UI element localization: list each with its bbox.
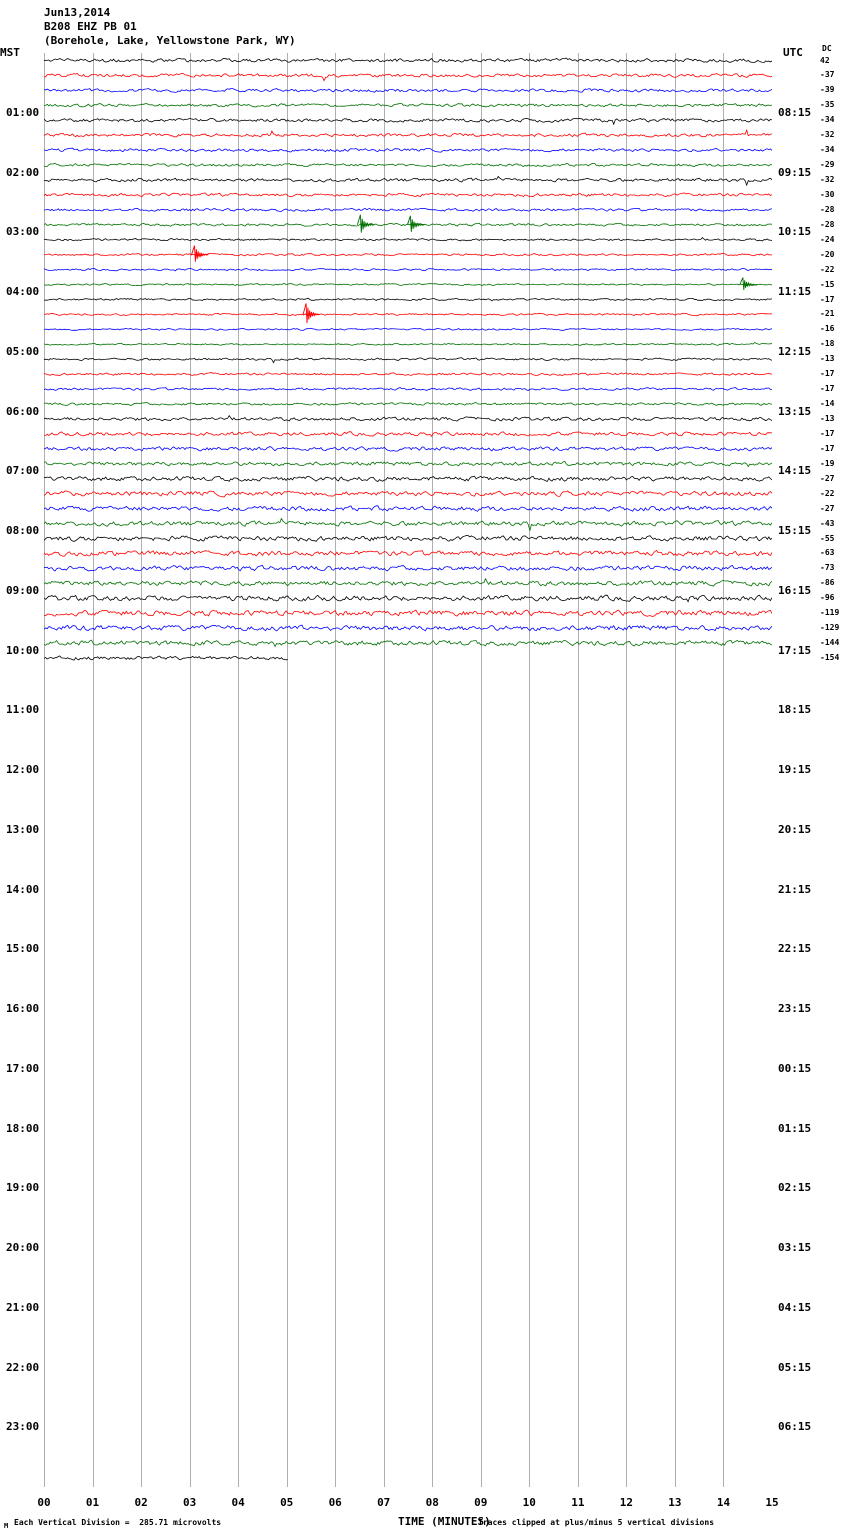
hour-label-left: 02:00 (6, 165, 40, 179)
dc-value: -32 (820, 130, 835, 140)
dc-value: -32 (820, 175, 835, 184)
x-axis-tick: 05 (280, 1496, 294, 1509)
hour-label-left: 09:00 (6, 583, 40, 597)
dc-value: 42 (820, 55, 830, 65)
hour-label-right: 02:15 (778, 1181, 812, 1195)
hour-label-left: 12:00 (6, 763, 40, 776)
seismic-traces (44, 53, 772, 1487)
dc-value: -39 (820, 85, 835, 95)
dc-value: -28 (820, 204, 835, 214)
hour-label-right: 05:15 (778, 1360, 812, 1374)
dc-value: -28 (820, 219, 835, 229)
x-axis-tick: 12 (619, 1496, 634, 1509)
hour-label-left: 07:00 (6, 464, 40, 478)
dc-value: -15 (820, 279, 835, 289)
axis-label-utc: UTC (783, 46, 803, 59)
dc-value: -30 (820, 189, 835, 199)
dc-value: -55 (820, 533, 835, 543)
x-axis-tick: 06 (328, 1496, 342, 1509)
header-date: Jun13,2014 (44, 6, 111, 19)
hour-label-right: 10:15 (778, 225, 812, 239)
dc-value: -20 (820, 249, 835, 259)
hour-label-left: 05:00 (6, 344, 40, 358)
x-axis-tick: 14 (716, 1496, 731, 1509)
hour-label-right: 13:15 (778, 404, 812, 418)
x-axis-tick: 02 (134, 1496, 148, 1509)
hour-label-right: 00:15 (778, 1061, 812, 1075)
footer-micro-symbol: M (4, 1522, 9, 1530)
hour-label-right: 01:15 (778, 1121, 812, 1135)
dc-value: -13 (820, 354, 835, 364)
dc-value: -21 (820, 309, 835, 319)
axis-label-mst: MST (0, 46, 20, 59)
hour-label-right: 09:15 (778, 165, 812, 179)
dc-value: -86 (820, 578, 835, 588)
dc-value: -34 (820, 115, 835, 125)
dc-value: -27 (820, 473, 835, 483)
hour-label-left: 04:00 (6, 285, 40, 298)
hour-label-right: 16:15 (778, 583, 812, 597)
dc-value: -29 (820, 160, 835, 169)
hour-label-right: 15:15 (778, 524, 812, 537)
dc-value: -24 (820, 234, 835, 244)
hour-label-left: 23:00 (6, 1420, 40, 1434)
chart-header (44, 6, 296, 48)
hour-label-right: 17:15 (778, 643, 812, 657)
hour-label-left: 15:00 (6, 942, 40, 956)
hour-label-left: 08:00 (6, 524, 40, 537)
hour-label-right: 20:15 (778, 822, 812, 836)
dc-value: -129 (820, 623, 840, 633)
x-axis-tick: 09 (474, 1496, 488, 1509)
dc-value: -43 (820, 518, 835, 528)
x-axis-tick: 13 (668, 1496, 682, 1509)
hour-label-right: 08:15 (778, 105, 812, 119)
dc-value: -144 (820, 638, 840, 647)
x-axis-tick: 00 (37, 1496, 51, 1509)
dc-value: -37 (820, 70, 835, 80)
hour-label-left: 18:00 (6, 1121, 40, 1135)
dc-value: -16 (820, 324, 835, 334)
hour-label-left: 19:00 (6, 1181, 40, 1195)
header-station: B208 EHZ PB 01 (44, 20, 137, 33)
x-axis-tick: 01 (85, 1496, 100, 1509)
hour-label-left: 17:00 (6, 1061, 40, 1075)
dc-value: -35 (820, 100, 835, 110)
hour-label-left: 14:00 (6, 882, 40, 896)
seismogram-plot (44, 53, 772, 1487)
hour-label-right: 14:15 (778, 464, 812, 478)
dc-value: -17 (820, 384, 835, 394)
hour-label-right: 18:15 (778, 703, 812, 717)
hour-label-left: 10:00 (6, 643, 40, 657)
x-axis-tick: 08 (425, 1496, 439, 1509)
dc-value: -63 (820, 548, 835, 558)
dc-value: -17 (820, 294, 835, 304)
hour-label-left: 21:00 (6, 1300, 40, 1314)
hour-label-left: 13:00 (6, 822, 40, 836)
dc-value: -73 (820, 563, 835, 573)
hour-label-left: 06:00 (6, 404, 40, 418)
x-axis-tick: 11 (571, 1496, 585, 1509)
dc-value: -14 (820, 399, 835, 408)
hour-label-left: 01:00 (6, 105, 40, 119)
hour-label-right: 21:15 (778, 882, 812, 896)
footer-scale-note: Each Vertical Division = 285.71 microvolts (14, 1518, 222, 1527)
hour-label-right: 06:15 (778, 1420, 812, 1434)
dc-value: -34 (820, 145, 835, 155)
dc-value: -96 (820, 593, 835, 603)
hour-label-left: 20:00 (6, 1241, 40, 1254)
x-axis-tick: 04 (231, 1496, 245, 1509)
hour-label-right: 19:15 (778, 763, 812, 776)
axis-label-dc: DC (822, 44, 832, 53)
x-axis-tick: 15 (765, 1496, 779, 1509)
dc-value: -27 (820, 503, 835, 513)
hour-label-right: 23:15 (778, 1002, 812, 1015)
x-axis-tick: 03 (182, 1496, 197, 1509)
hour-label-left: 11:00 (6, 703, 40, 717)
header-location: (Borehole, Lake, Yellowstone Park, WY) (44, 34, 296, 47)
hour-label-left: 22:00 (6, 1360, 40, 1374)
hour-label-right: 11:15 (778, 285, 812, 298)
dc-value: -17 (820, 369, 835, 379)
dc-value: -17 (820, 428, 835, 438)
dc-value: -17 (820, 443, 835, 453)
dc-value: -154 (820, 653, 840, 662)
footer-clip-note: Traces clipped at plus/minus 5 vertical divisions (478, 1518, 715, 1527)
hour-label-left: 16:00 (6, 1002, 40, 1015)
dc-value: -22 (820, 488, 835, 498)
x-axis-tick: 07 (377, 1496, 391, 1509)
dc-value: -18 (820, 339, 835, 349)
dc-value: -19 (820, 458, 835, 468)
hour-label-right: 03:15 (778, 1241, 812, 1254)
dc-value: -119 (820, 608, 840, 618)
hour-label-right: 12:15 (778, 344, 812, 358)
dc-value: -13 (820, 414, 835, 423)
x-axis-tick: 10 (522, 1496, 536, 1509)
hour-label-right: 22:15 (778, 942, 812, 956)
hour-label-left: 03:00 (6, 225, 40, 239)
x-axis-title: TIME (MINUTES) (398, 1515, 491, 1528)
hour-label-right: 04:15 (778, 1300, 812, 1314)
dc-value: -22 (820, 264, 835, 274)
